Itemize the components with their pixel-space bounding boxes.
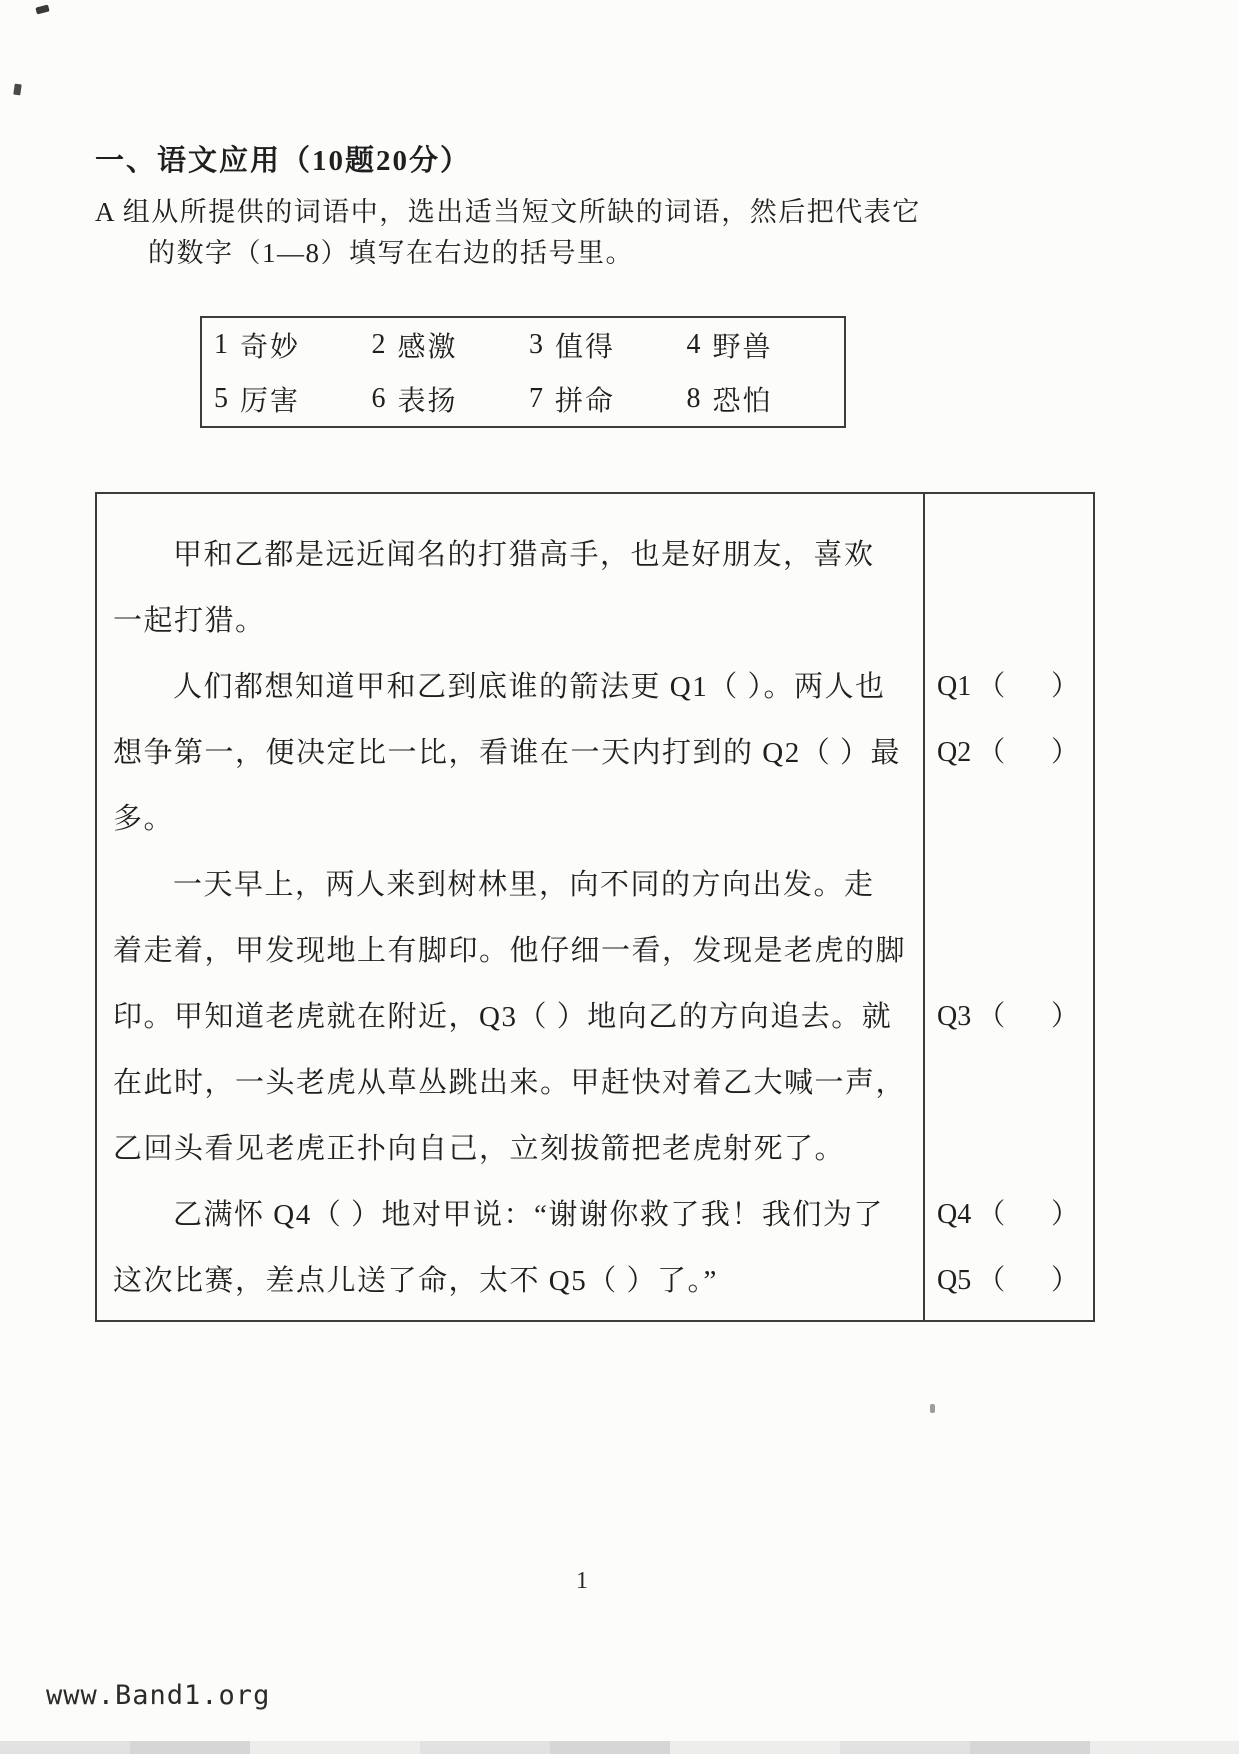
answer-blank-q2 [937, 720, 1083, 786]
bracket-open: （ [977, 1199, 1006, 1230]
word-number: 4 [686, 329, 701, 360]
answer-label: Q3 [937, 1001, 972, 1032]
instruction-line-1: A 组从所提供的词语中，选出适当短文所缺的词语，然后把代表它 [95, 197, 921, 227]
passage-text [97, 494, 923, 1320]
word-label: 奇妙 [240, 332, 301, 363]
bracket-close: ） [1050, 1265, 1079, 1296]
page-number: 1 [576, 1568, 588, 1594]
bracket-open: （ [977, 1265, 1006, 1296]
word-number: 7 [529, 383, 543, 414]
word-label: 表扬 [397, 386, 458, 417]
passage-line: 多。 [113, 803, 175, 835]
answer-blank-q4 [937, 1182, 1083, 1248]
word-number: 2 [371, 329, 386, 360]
bracket-close: ） [1050, 1001, 1079, 1032]
word-label: 感激 [397, 332, 458, 363]
passage-line: 在此时，一头老虎从草丛跳出来。甲赶快对着乙大喊一声， [113, 1067, 907, 1099]
scan-edge-strip [0, 1741, 1239, 1754]
word-bank-item-5 [214, 379, 372, 419]
answer-label: Q5 [937, 1265, 972, 1296]
word-label: 野兽 [712, 332, 773, 363]
passage-line: 甲和乙都是远近闻名的打猎高手，也是好朋友，喜欢 [173, 539, 875, 571]
bracket-open: （ [977, 671, 1006, 702]
bracket-close: ） [1050, 737, 1079, 768]
scan-speck [35, 5, 49, 15]
section-heading: 一、语文应用（10题20分） [95, 145, 472, 177]
passage-line: 乙回头看见老虎正扑向自己，立刻拔箭把老虎射死了。 [113, 1133, 846, 1165]
answer-label: Q4 [937, 1199, 972, 1230]
passage-line: 一天早上，两人来到树林里，向不同的方向出发。走 [173, 869, 875, 901]
word-label: 拼命 [555, 386, 616, 417]
word-number: 1 [214, 329, 228, 360]
word-bank-item-7 [529, 379, 687, 419]
bracket-open: （ [977, 737, 1006, 768]
word-bank-table [200, 316, 846, 428]
word-bank-item-2 [372, 325, 530, 365]
word-bank-item-3 [529, 325, 687, 365]
word-number: 8 [686, 383, 701, 414]
word-label: 厉害 [240, 386, 301, 417]
answer-blank-q5 [937, 1248, 1083, 1314]
passage-line: 着走着，甲发现地上有脚印。他仔细一看，发现是老虎的脚 [113, 935, 907, 967]
answer-blank-q1 [937, 654, 1083, 720]
word-number: 5 [214, 383, 228, 414]
word-bank-item-1 [214, 325, 372, 365]
bracket-close: ） [1050, 671, 1079, 702]
answer-label: Q1 [937, 671, 972, 702]
passage-line: 印。甲知道老虎就在附近，Q3（ ）地向乙的方向追去。就 [113, 1001, 893, 1033]
bracket-open: （ [977, 1001, 1006, 1032]
word-label: 恐怕 [712, 386, 773, 417]
word-number: 3 [529, 329, 543, 360]
passage-box [95, 492, 1095, 1322]
answer-label: Q2 [937, 737, 972, 768]
passage-line: 人们都想知道甲和乙到底谁的箭法更 Q1（ ）。两人也 [173, 671, 886, 703]
scan-speck [930, 1404, 935, 1413]
word-number: 6 [371, 383, 386, 414]
answer-blank-q3 [937, 984, 1083, 1050]
passage-line: 这次比赛，差点儿送了命，太不 Q5（ ）了。” [113, 1265, 718, 1297]
passage-line: 一起打猎。 [113, 605, 266, 637]
answer-column [923, 494, 1093, 1320]
bracket-close: ） [1050, 1199, 1079, 1230]
scan-speck [13, 84, 21, 96]
watermark: www.Band1.org [46, 1680, 271, 1711]
word-bank-item-4 [687, 325, 845, 365]
passage-line: 乙满怀 Q4（ ）地对甲说：“谢谢你救了我！我们为了 [173, 1199, 884, 1231]
word-label: 值得 [555, 332, 616, 363]
passage-line: 想争第一，便决定比一比，看谁在一天内打到的 Q2（ ）最 [113, 737, 901, 769]
word-bank-item-8 [687, 379, 845, 419]
word-bank-item-6 [372, 379, 530, 419]
instruction-line-2: 的数字（1—8）填写在右边的括号里。 [148, 238, 634, 268]
